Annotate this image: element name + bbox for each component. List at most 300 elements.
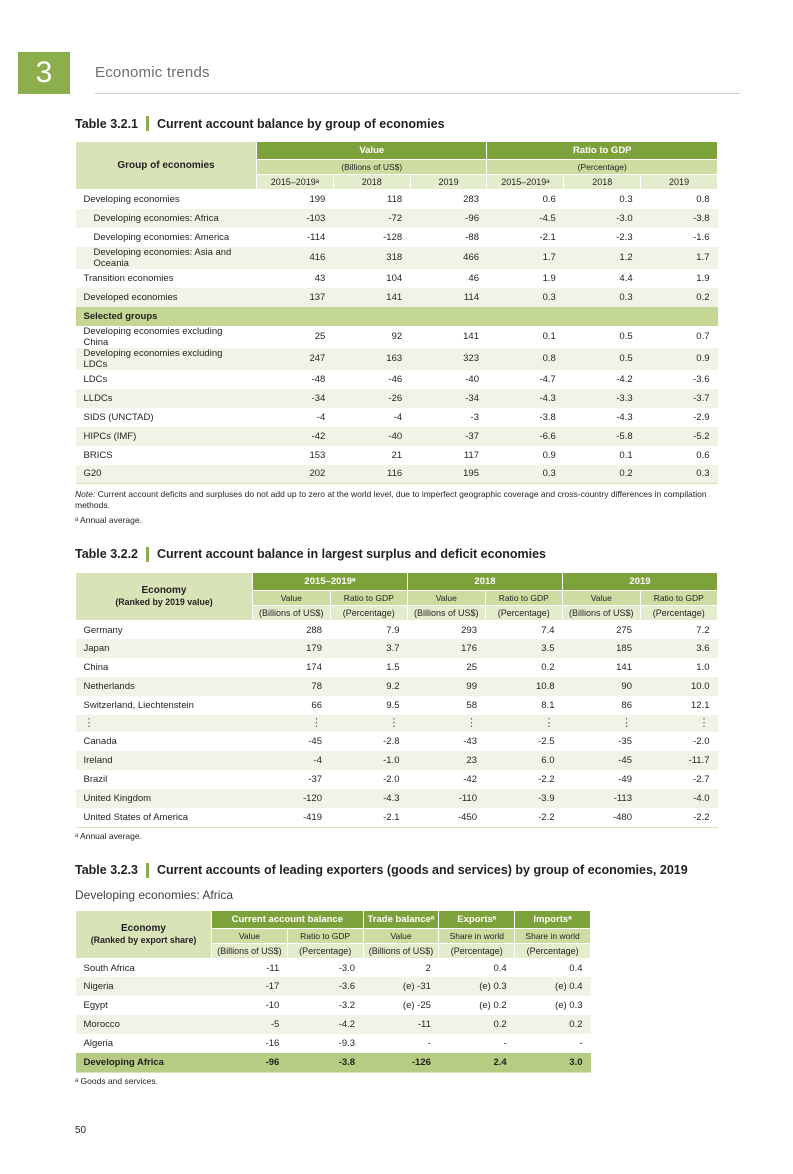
- value-cell: -72: [333, 209, 410, 228]
- table-322-body: [76, 620, 718, 827]
- value-cell: -1.0: [330, 751, 408, 770]
- year-header-2018: 2018: [333, 175, 410, 190]
- sub-header-ratio: Ratio to GDP: [640, 590, 718, 605]
- table-322: [75, 572, 718, 828]
- table-323: [75, 910, 591, 1073]
- value-cell: -3.0: [338, 962, 356, 974]
- value-cell: -26: [333, 389, 410, 408]
- economy-label: SIDS (UNCTAD): [83, 411, 154, 423]
- value-cell: -37: [308, 774, 322, 786]
- value-cell: -419: [302, 812, 322, 824]
- value-cell: ⋮: [640, 715, 718, 732]
- value-cell: -3.8: [287, 1053, 363, 1072]
- value-cell: 6.0: [485, 751, 563, 770]
- table-row: [76, 677, 718, 696]
- value-cell: -3.6: [693, 373, 710, 385]
- title-accent-bar: [146, 863, 149, 878]
- value-cell: ⋮: [253, 715, 331, 732]
- value-cell: 43: [314, 272, 326, 284]
- table-row: [76, 789, 718, 808]
- value-cell: 1.2: [564, 247, 641, 269]
- value-cell: -2.3: [616, 231, 633, 243]
- value-cell: ⋮: [408, 715, 486, 732]
- value-cell: 1.7: [641, 247, 718, 269]
- value-cell: -2.5: [538, 736, 555, 748]
- sub-header-value: Value: [212, 928, 288, 943]
- value-cell: 7.4: [541, 624, 555, 636]
- value-cell: -4.5: [487, 209, 564, 228]
- unit-header-billions: (Billions of US$): [257, 160, 487, 175]
- value-cell: 104: [386, 272, 403, 284]
- value-cell: -3.9: [485, 789, 563, 808]
- table-row: [76, 658, 718, 677]
- value-cell: 0.2: [439, 1015, 515, 1034]
- value-cell: -96: [212, 1053, 288, 1072]
- value-cell: -3: [470, 411, 479, 423]
- stub-header-group-of-economies: Group of economies: [76, 142, 257, 190]
- economy-label: Developing economies: Africa: [76, 209, 257, 228]
- value-cell: -2.0: [383, 774, 400, 786]
- value-cell: -42: [463, 774, 477, 786]
- value-cell: (e) 0.2: [479, 1000, 507, 1012]
- value-cell: 202: [257, 465, 334, 484]
- value-cell: -9.3: [338, 1038, 356, 1050]
- value-cell: 117: [463, 449, 479, 461]
- table-322-title: Current account balance in largest surplus and deficit economies: [157, 547, 546, 562]
- value-cell: 23: [408, 751, 486, 770]
- table-row: [76, 326, 718, 348]
- value-cell: 141: [616, 662, 632, 674]
- value-cell: 416: [257, 247, 334, 269]
- value-cell: 275: [616, 624, 632, 636]
- value-cell: 318: [333, 247, 410, 269]
- value-cell: -37: [410, 427, 487, 446]
- value-cell: 0.2: [641, 288, 718, 307]
- table-row: [76, 427, 718, 446]
- economy-label: HIPCs (IMF): [76, 427, 257, 446]
- value-cell: 153: [309, 449, 326, 461]
- title-accent-bar: [146, 547, 149, 562]
- value-cell: 21: [391, 449, 403, 461]
- sub-header-share: Share in world: [515, 928, 591, 943]
- value-cell: 25: [314, 331, 326, 342]
- value-cell: 25: [466, 662, 477, 674]
- unit-header-percentage: (Percentage): [487, 160, 718, 175]
- value-cell: -3.7: [641, 389, 718, 408]
- table-321-title: Current account balance by group of economies: [157, 116, 445, 131]
- economy-label: Developing Africa: [76, 1053, 212, 1072]
- group-header-value: Value: [257, 142, 487, 160]
- table-321-footnote: ᵃ Annual average.: [75, 514, 142, 525]
- table-row: [76, 1015, 591, 1034]
- value-cell: -45: [308, 736, 322, 748]
- value-cell: 0.1: [542, 331, 556, 342]
- value-cell: 163: [333, 348, 410, 370]
- value-cell: 0.5: [619, 331, 633, 342]
- table-321-header: [76, 142, 718, 190]
- table-322-label: Table 3.2.2: [75, 547, 138, 562]
- unit-header-billions: (Billions of US$): [212, 943, 288, 958]
- value-cell: 179: [253, 639, 331, 658]
- period-header-avg: 2015–2019ᵃ: [253, 572, 408, 590]
- chapter-title-rule: [95, 52, 740, 94]
- unit-header-percentage: (Percentage): [330, 605, 408, 620]
- economy-label: LLDCs: [76, 389, 257, 408]
- value-cell: 3.7: [330, 639, 408, 658]
- value-cell: 116: [333, 465, 410, 484]
- value-cell: 0.6: [542, 193, 556, 205]
- ellipsis-row: [76, 715, 718, 732]
- value-cell: 288: [306, 624, 322, 636]
- value-cell: 1.0: [696, 662, 710, 674]
- table-321-body: [76, 190, 718, 484]
- value-cell: -4.3: [330, 789, 408, 808]
- value-cell: 0.2: [515, 1015, 591, 1034]
- table-row: [76, 808, 718, 827]
- value-cell: 10.0: [640, 677, 718, 696]
- table-323-footnote: ᵃ Goods and services.: [75, 1075, 159, 1086]
- value-cell: 86: [621, 700, 632, 712]
- page-number: 50: [75, 1125, 87, 1136]
- value-cell: 0.1: [619, 449, 633, 461]
- value-cell: (e) -25: [402, 1000, 431, 1012]
- value-cell: 3.0: [515, 1053, 591, 1072]
- stub-line1: Economy: [120, 923, 166, 935]
- unit-header-percentage: (Percentage): [515, 943, 591, 958]
- value-cell: 0.5: [564, 348, 641, 370]
- value-cell: 0.3: [619, 193, 633, 205]
- table-323-body: [76, 958, 591, 1072]
- value-cell: -48: [311, 373, 326, 385]
- value-cell: 10.8: [485, 677, 563, 696]
- value-cell: -45: [563, 751, 641, 770]
- value-cell: -17: [212, 977, 288, 996]
- group-header-trade-balance: Trade balanceᵃ: [363, 910, 439, 928]
- table-321-title-row: [75, 116, 718, 131]
- value-cell: ⋮: [330, 715, 408, 732]
- unit-header-billions: (Billions of US$): [408, 605, 486, 620]
- value-cell: 118: [387, 193, 403, 205]
- economy-label: China: [83, 662, 109, 674]
- economy-label: Transition economies: [83, 272, 174, 284]
- value-cell: 92: [391, 331, 403, 342]
- value-cell: -46: [388, 373, 403, 385]
- value-cell: 66: [311, 700, 322, 712]
- value-cell: -4.7: [539, 373, 556, 385]
- table-row: [76, 639, 718, 658]
- unit-header-billions: (Billions of US$): [363, 943, 439, 958]
- economy-label: Netherlands: [76, 677, 253, 696]
- stub-line2: (Ranked by export share): [90, 935, 197, 946]
- value-cell: -2.7: [693, 774, 710, 786]
- table-row: [76, 996, 591, 1015]
- value-cell: ⋮: [485, 715, 563, 732]
- economy-label: Developed economies: [76, 288, 257, 307]
- year-header-avg: 2015–2019ᵃ: [257, 175, 334, 190]
- table-row: [76, 269, 718, 288]
- sub-header-ratio: Ratio to GDP: [485, 590, 563, 605]
- value-cell: -5.8: [564, 427, 641, 446]
- table-row: [76, 389, 718, 408]
- value-cell: -34: [410, 389, 487, 408]
- table-row: [76, 732, 718, 751]
- value-cell: -3.2: [338, 1000, 356, 1012]
- table-321-note: [75, 489, 718, 512]
- unit-header-percentage: (Percentage): [485, 605, 563, 620]
- value-cell: -2.2: [693, 812, 710, 824]
- unit-header-billions: (Billions of US$): [563, 605, 641, 620]
- value-cell: -3.8: [641, 209, 718, 228]
- value-cell: -4: [393, 411, 403, 423]
- value-cell: 0.3: [564, 288, 641, 307]
- value-cell: 114: [410, 288, 487, 307]
- economy-label: Ireland: [76, 751, 253, 770]
- value-cell: 0.8: [696, 193, 710, 205]
- table-323-header: [76, 910, 591, 958]
- economy-label: United States of America: [83, 812, 189, 824]
- table-row: [76, 620, 718, 639]
- value-cell: ⋮: [563, 715, 641, 732]
- economy-label: Japan: [76, 639, 253, 658]
- value-cell: -42: [257, 427, 334, 446]
- value-cell: -88: [465, 231, 479, 243]
- period-header-2019: 2019: [563, 572, 718, 590]
- value-cell: 185: [563, 639, 641, 658]
- table-322-header: [76, 572, 718, 620]
- table-row: [76, 446, 718, 465]
- sub-header-value: Value: [563, 590, 641, 605]
- value-cell: -113: [563, 789, 641, 808]
- value-cell: 3.6: [640, 639, 718, 658]
- value-cell: 174: [306, 662, 322, 674]
- value-cell: 0.8: [487, 348, 564, 370]
- value-cell: -114: [307, 231, 326, 243]
- economy-label: Algeria: [83, 1038, 114, 1050]
- value-cell: 0.3: [487, 288, 564, 307]
- value-cell: -480: [612, 812, 632, 824]
- value-cell: 0.9: [641, 348, 718, 370]
- value-cell: -: [503, 1038, 507, 1050]
- table-row: [76, 977, 591, 996]
- table-row: [76, 370, 718, 389]
- value-cell: -4: [316, 411, 326, 423]
- economy-label: ⋮: [76, 715, 253, 732]
- total-row: [76, 1053, 591, 1072]
- value-cell: (e) 0.3: [439, 977, 515, 996]
- chapter-number-badge: 3: [18, 52, 70, 94]
- value-cell: -96: [410, 209, 487, 228]
- table-row: [76, 288, 718, 307]
- value-cell: -16: [265, 1038, 280, 1050]
- table-322-footnote: ᵃ Annual average.: [75, 830, 142, 841]
- unit-header-percentage: (Percentage): [287, 943, 363, 958]
- value-cell: -4: [253, 751, 331, 770]
- sub-header-value: Value: [363, 928, 439, 943]
- economy-label: Switzerland, Liechtenstein: [83, 700, 194, 712]
- value-cell: 2: [425, 962, 431, 974]
- value-cell: 3.5: [485, 639, 563, 658]
- unit-header-percentage: (Percentage): [640, 605, 718, 620]
- value-cell: 78: [253, 677, 331, 696]
- value-cell: -5: [212, 1015, 288, 1034]
- year-header-2019: 2019: [410, 175, 487, 190]
- unit-header-percentage: (Percentage): [439, 943, 515, 958]
- value-cell: (e) 0.3: [555, 1000, 583, 1012]
- section-header-row: [76, 307, 718, 326]
- value-cell: -3.3: [564, 389, 641, 408]
- value-cell: 0.2: [541, 662, 555, 674]
- value-cell: -126: [363, 1053, 439, 1072]
- value-cell: 0.2: [564, 465, 641, 484]
- unit-header-billions: (Billions of US$): [253, 605, 331, 620]
- value-cell: 323: [410, 348, 487, 370]
- value-cell: -11.7: [640, 751, 718, 770]
- value-cell: -4.0: [640, 789, 718, 808]
- sub-header-value: Value: [408, 590, 486, 605]
- table-row: [76, 751, 718, 770]
- economy-label: Developing economies: America: [93, 231, 230, 243]
- value-cell: -6.6: [487, 427, 564, 446]
- group-header-exports: Exportsᵃ: [439, 910, 515, 928]
- value-cell: -120: [253, 789, 331, 808]
- value-cell: 293: [461, 624, 477, 636]
- value-cell: -3.8: [539, 411, 556, 423]
- value-cell: -35: [618, 736, 632, 748]
- economy-label: United Kingdom: [76, 789, 253, 808]
- value-cell: -2.2: [538, 812, 555, 824]
- period-header-2018: 2018: [408, 572, 563, 590]
- value-cell: -49: [618, 774, 632, 786]
- economy-label: South Africa: [83, 962, 135, 974]
- value-cell: 2.4: [439, 1053, 515, 1072]
- table-321-label: Table 3.2.1: [75, 116, 138, 131]
- stub-line1: Economy: [141, 585, 187, 597]
- table-row: [76, 209, 718, 228]
- section-header-label: Selected groups: [76, 307, 718, 326]
- group-header-ratio-to-gdp: Ratio to GDP: [487, 142, 718, 160]
- value-cell: -2.1: [539, 231, 556, 243]
- value-cell: 0.4: [569, 962, 583, 974]
- value-cell: 7.2: [696, 624, 710, 636]
- value-cell: 58: [466, 700, 477, 712]
- value-cell: -4.2: [616, 373, 633, 385]
- sub-header-share: Share in world: [439, 928, 515, 943]
- value-cell: 283: [463, 193, 479, 205]
- year-header-avg: 2015–2019ᵃ: [487, 175, 564, 190]
- year-header-2019: 2019: [641, 175, 718, 190]
- economy-label: Developing economies: [83, 193, 180, 205]
- title-accent-bar: [146, 116, 149, 131]
- value-cell: 0.3: [487, 465, 564, 484]
- year-header-2018: 2018: [564, 175, 641, 190]
- economy-label: Developing economies excluding China: [83, 325, 223, 348]
- stub-header-economy: [76, 572, 253, 620]
- note-text: Current account deficits and surpluses do not add up to zero at the world level, due to imperfect geographic coverage and cross-country differences in compilation methods.: [75, 489, 707, 511]
- economy-label: BRICS: [83, 449, 113, 461]
- economy-label: Nigeria: [76, 977, 212, 996]
- value-cell: -103: [257, 209, 334, 228]
- value-cell: -11: [363, 1015, 439, 1034]
- note-label: Note:: [75, 489, 96, 499]
- value-cell: -11: [266, 962, 280, 974]
- table-row: [76, 770, 718, 789]
- table-row: [76, 958, 591, 977]
- table-row: [76, 228, 718, 247]
- value-cell: -2.1: [383, 812, 400, 824]
- value-cell: -10: [265, 1000, 280, 1012]
- value-cell: 4.4: [619, 272, 633, 284]
- sub-header-ratio: Ratio to GDP: [330, 590, 408, 605]
- value-cell: 0.7: [696, 331, 710, 342]
- value-cell: -4.2: [287, 1015, 363, 1034]
- economy-label: Canada: [83, 736, 117, 748]
- economy-label: Developing economies excluding LDCs: [76, 348, 257, 370]
- value-cell: -1.6: [693, 231, 710, 243]
- value-cell: -5.2: [641, 427, 718, 446]
- value-cell: (e) 0.4: [515, 977, 591, 996]
- value-cell: -128: [383, 231, 403, 243]
- value-cell: -4.3: [616, 411, 633, 423]
- value-cell: 9.2: [330, 677, 408, 696]
- economy-label: G20: [76, 465, 257, 484]
- economy-label: Egypt: [83, 1000, 108, 1012]
- table-322-title-row: [75, 547, 718, 562]
- table-row: [76, 247, 718, 269]
- table-323-title: Current accounts of leading exporters (goods and services) by group of economies, 2019: [157, 863, 688, 878]
- value-cell: -34: [257, 389, 334, 408]
- stub-header-economy: [76, 910, 212, 958]
- value-cell: 46: [468, 272, 479, 284]
- economy-label: Developing economies: Asia and Oceania: [76, 247, 257, 269]
- value-cell: 9.5: [386, 700, 400, 712]
- value-cell: -110: [408, 789, 486, 808]
- value-cell: -4.3: [487, 389, 564, 408]
- table-row: [76, 1034, 591, 1053]
- value-cell: (e) -31: [363, 977, 439, 996]
- value-cell: 137: [257, 288, 334, 307]
- table-row: [76, 190, 718, 209]
- economy-label: Morocco: [76, 1015, 212, 1034]
- value-cell: -3.0: [564, 209, 641, 228]
- value-cell: 1.9: [696, 272, 710, 284]
- value-cell: -3.6: [287, 977, 363, 996]
- table-row: [76, 465, 718, 484]
- value-cell: 176: [408, 639, 486, 658]
- table-321: [75, 141, 718, 484]
- value-cell: -43: [463, 736, 477, 748]
- value-cell: 0.6: [696, 449, 710, 461]
- table-row: [76, 348, 718, 370]
- table-row: [76, 696, 718, 715]
- value-cell: 247: [257, 348, 334, 370]
- value-cell: -: [579, 1038, 583, 1050]
- value-cell: 90: [563, 677, 641, 696]
- economy-label: Brazil: [83, 774, 108, 786]
- value-cell: -2.0: [693, 736, 710, 748]
- sub-header-ratio: Ratio to GDP: [287, 928, 363, 943]
- value-cell: -40: [465, 373, 479, 385]
- table-323-label: Table 3.2.3: [75, 863, 138, 878]
- table-323-title-row: [75, 863, 718, 878]
- value-cell: -2.9: [693, 411, 710, 423]
- value-cell: 195: [410, 465, 487, 484]
- chapter-header: [18, 52, 740, 94]
- value-cell: -40: [333, 427, 410, 446]
- value-cell: -2.2: [538, 774, 555, 786]
- value-cell: 466: [410, 247, 487, 269]
- page-content: [75, 116, 718, 1086]
- value-cell: 0.4: [493, 962, 507, 974]
